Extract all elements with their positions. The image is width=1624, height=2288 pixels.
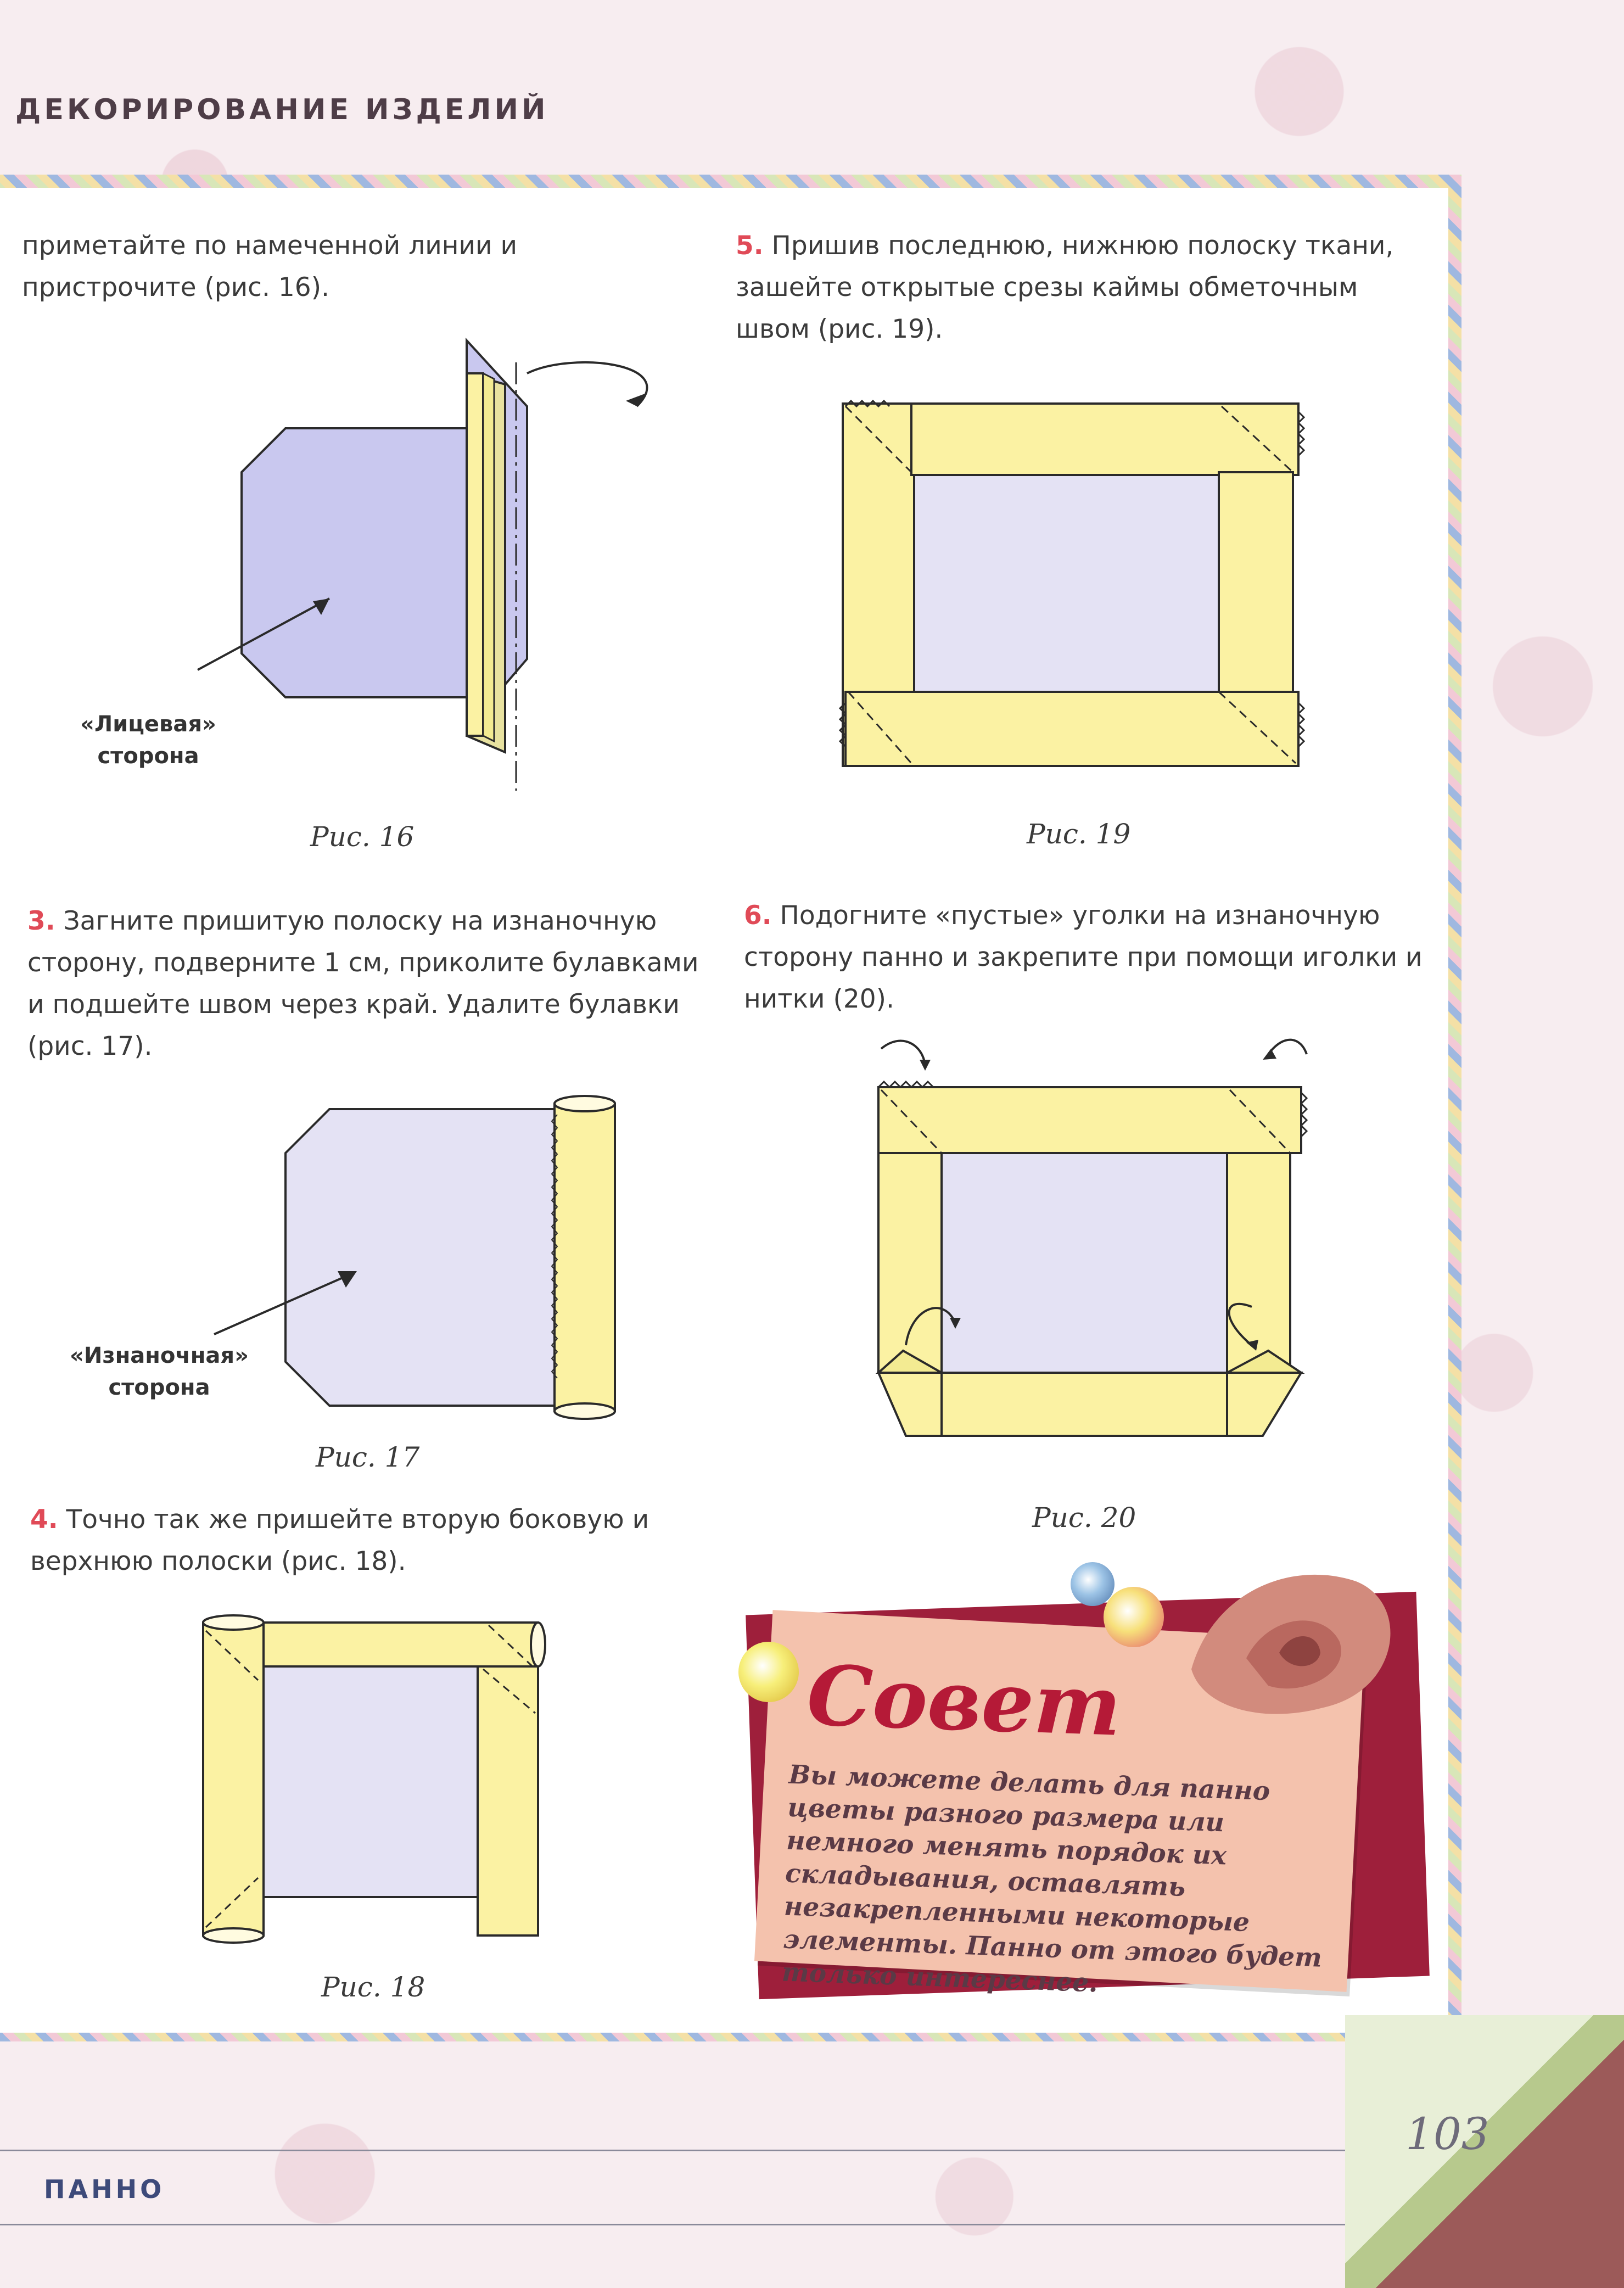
bead-blue bbox=[1071, 1562, 1115, 1606]
step4-body: Точно так же пришейте вторую боковую и верхнюю полоски (рис. 18). bbox=[30, 1504, 649, 1576]
fabric-center bbox=[942, 1153, 1227, 1373]
fig17-label bbox=[49, 1340, 269, 1403]
figure-18 bbox=[198, 1614, 560, 1944]
step3-number: 3. bbox=[27, 906, 55, 936]
folded-corner-right bbox=[1227, 1373, 1301, 1436]
step5-text bbox=[736, 225, 1422, 350]
footer-rule-top bbox=[0, 2150, 1345, 2151]
fig16-label bbox=[60, 708, 236, 772]
footer-section: ПАННО bbox=[44, 2174, 165, 2204]
figure-17 bbox=[280, 1093, 631, 1422]
fabric-center bbox=[911, 472, 1219, 692]
step6-number: 6. bbox=[744, 900, 772, 931]
step3-text bbox=[27, 900, 714, 1067]
page-number: 103 bbox=[1405, 2108, 1489, 2160]
left-strip bbox=[878, 1153, 942, 1373]
top-strip bbox=[264, 1623, 538, 1666]
folded-strip-front bbox=[467, 373, 483, 736]
fig17-caption: Рис. 17 bbox=[316, 1441, 420, 1473]
fabric-back bbox=[285, 1109, 555, 1406]
fig17-label-line1: «Изнаночная» bbox=[70, 1343, 249, 1368]
fig16-label-line2: сторона bbox=[97, 743, 199, 769]
step5-number: 5. bbox=[736, 231, 764, 261]
right-strip bbox=[1227, 1153, 1290, 1373]
figure-19 bbox=[835, 395, 1307, 780]
top-strip bbox=[878, 1087, 1301, 1153]
step6-text bbox=[744, 895, 1430, 1020]
step6-body: Подогните «пустые» уголки на изнаночную сторону панно и закрепите при помощи иголки и нитки (20). bbox=[744, 900, 1423, 1014]
step4-number: 4. bbox=[30, 1504, 58, 1535]
folded-corner-left bbox=[878, 1373, 942, 1436]
fold-arrow-top-right bbox=[1268, 1040, 1307, 1054]
right-strip bbox=[1219, 472, 1293, 692]
bead-pink bbox=[1104, 1587, 1164, 1647]
tip-text: Вы можете делать для панно цветы разного размера или немного менять порядок их складывания, оставлять незакрепленными некоторые элементы. Панно от этого будет только интереснее. bbox=[781, 1759, 1323, 1999]
step5-body: Пришив последнюю, нижнюю полоску ткани, зашейте открытые срезы каймы обметочным швом (рис. 19). bbox=[736, 231, 1394, 344]
fig20-caption: Рис. 20 bbox=[1032, 1502, 1136, 1534]
fig16-label-line1: «Лицевая» bbox=[80, 712, 216, 737]
step4-text bbox=[30, 1499, 722, 1582]
strip-edge bbox=[483, 373, 494, 741]
figure-20 bbox=[867, 1032, 1307, 1450]
running-head: ДЕКОРИРОВАНИЕ ИЗДЕЛИЙ bbox=[15, 93, 549, 126]
fig17-label-line2: сторона bbox=[108, 1375, 210, 1400]
fig18-caption: Рис. 18 bbox=[321, 1971, 425, 2003]
tip-title: Совет bbox=[805, 1647, 1123, 1755]
intro-text: приметайте по намеченной линии и пристрочите (рис. 16). bbox=[22, 231, 518, 303]
bead-yellow bbox=[738, 1642, 799, 1702]
fabric-flower bbox=[1180, 1559, 1411, 1724]
footer-rule-bottom bbox=[0, 2224, 1345, 2225]
left-strip bbox=[203, 1623, 264, 1935]
top-strip bbox=[911, 404, 1298, 475]
fig16-caption: Рис. 16 bbox=[310, 821, 415, 853]
bottom-strip bbox=[942, 1373, 1227, 1436]
fold-arrow-top-left bbox=[881, 1041, 925, 1065]
fabric-center bbox=[258, 1666, 478, 1897]
figure-16 bbox=[231, 340, 659, 796]
step3-body: Загните пришитую полоску на изнаночную сторону, подверните 1 см, приколите булавками и подшейте швом через край. Удалите булавки (рис. 17). bbox=[27, 906, 699, 1061]
hemmed-strip bbox=[555, 1104, 615, 1411]
fig19-caption: Рис. 19 bbox=[1027, 818, 1131, 850]
